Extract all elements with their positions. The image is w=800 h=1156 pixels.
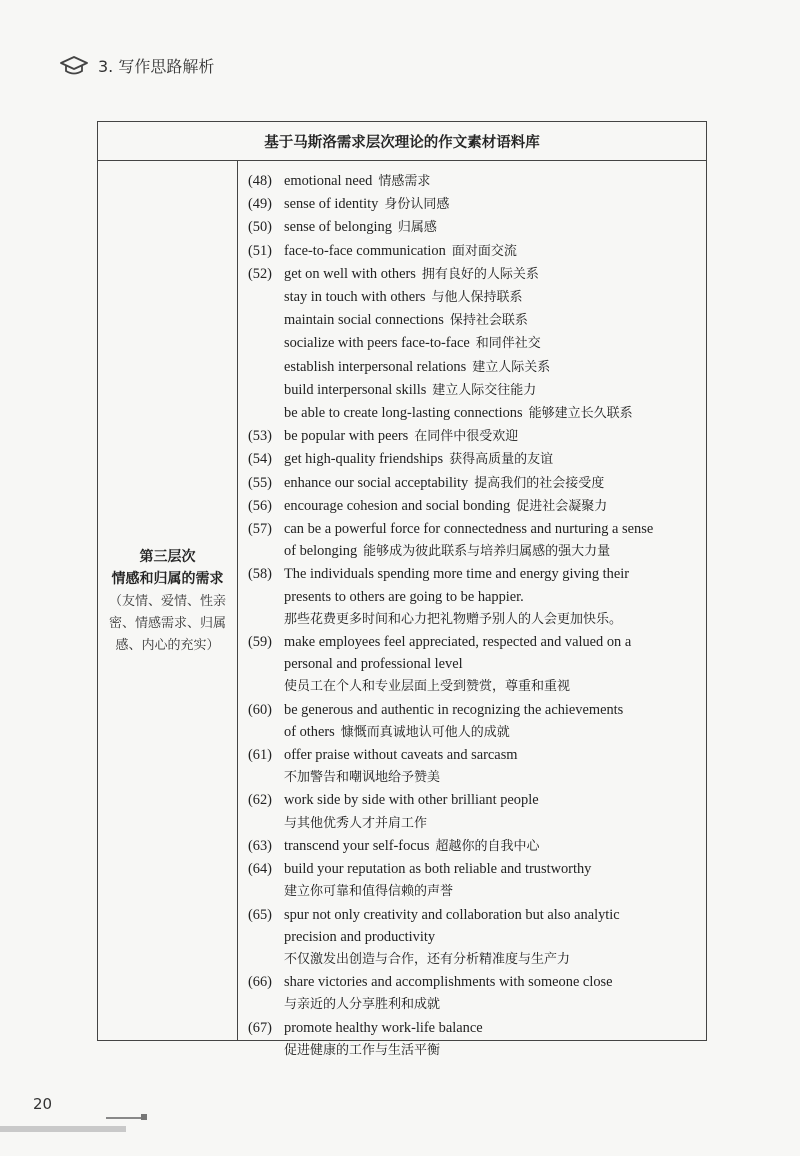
entry-lines — [284, 971, 703, 1016]
vocabulary-entry — [248, 971, 703, 1016]
english-phrase: work side by side with other brilliant people — [284, 792, 539, 809]
vocabulary-entry — [248, 518, 703, 563]
english-phrase: get on well with others — [284, 265, 416, 282]
entry-line — [284, 971, 703, 993]
vocabulary-entry — [248, 789, 703, 834]
english-phrase: encourage cohesion and social bonding — [284, 497, 511, 514]
vocabulary-entry — [248, 448, 703, 471]
vocabulary-entry — [248, 858, 703, 903]
english-phrase: get high-quality friendships — [284, 451, 444, 468]
english-phrase: share victories and accomplishments with someone close — [284, 974, 613, 991]
entry-line — [284, 744, 703, 766]
table-body-row — [98, 161, 706, 1058]
entry-line — [284, 286, 703, 309]
entry-line — [284, 518, 703, 540]
category-note: （友情、爱情、性亲密、情感需求、归属感、内心的充实） — [108, 593, 226, 652]
entry-number: (58) — [248, 566, 272, 583]
entry-lines — [284, 789, 703, 834]
entry-line — [284, 356, 703, 379]
entry-lines — [284, 193, 703, 216]
entry-number: (56) — [248, 497, 272, 514]
entry-lines — [284, 216, 703, 239]
footer-decoration-bar — [0, 1126, 126, 1132]
chinese-translation: 促进社会凝聚力 — [516, 498, 608, 514]
chinese-translation: 归属感 — [397, 220, 437, 236]
vocabulary-entry — [248, 699, 703, 744]
entry-lines — [284, 631, 703, 699]
english-phrase: can be a powerful force for connectedness and nurturing a sense — [284, 521, 654, 538]
entry-line — [284, 402, 703, 425]
category-cell — [98, 161, 238, 1041]
entry-line — [284, 472, 703, 495]
entry-number: (67) — [248, 1019, 272, 1036]
entry-lines — [284, 263, 703, 425]
entry-line — [284, 880, 703, 903]
entry-line — [284, 789, 703, 811]
entry-line — [284, 216, 703, 239]
entry-line — [284, 170, 703, 193]
entry-line — [284, 766, 703, 789]
entry-line — [284, 263, 703, 286]
english-phrase: personal and professional level — [284, 656, 463, 673]
entry-line — [284, 699, 703, 721]
vocabulary-entry — [248, 240, 703, 263]
entry-number: (66) — [248, 974, 272, 991]
entry-line — [284, 332, 703, 355]
entry-lines — [284, 1017, 703, 1062]
vocabulary-entry — [248, 472, 703, 495]
english-phrase: face-to-face communication — [284, 242, 446, 259]
english-phrase: maintain social connections — [284, 312, 444, 329]
english-phrase: enhance our social acceptability — [284, 474, 469, 491]
footer-decoration-line — [106, 1117, 144, 1119]
entry-number: (49) — [248, 196, 272, 213]
page-number: 20 — [33, 1095, 53, 1113]
english-phrase: precision and productivity — [284, 928, 436, 945]
graduation-cap-icon — [60, 55, 88, 77]
entry-number: (57) — [248, 521, 272, 538]
english-phrase: build interpersonal skills — [284, 381, 427, 398]
entry-lines — [284, 858, 703, 903]
entry-line — [284, 948, 703, 971]
entry-lines — [284, 563, 703, 631]
entry-line — [284, 425, 703, 448]
page-header — [60, 54, 214, 77]
entry-line — [284, 495, 703, 518]
english-phrase: promote healthy work-life balance — [284, 1019, 483, 1036]
entry-line — [284, 448, 703, 471]
category-name: 情感和归属的需求 — [111, 571, 224, 587]
english-phrase: socialize with peers face-to-face — [284, 335, 470, 352]
vocabulary-entry — [248, 744, 703, 789]
entry-number: (55) — [248, 474, 272, 491]
chinese-translation: 在同伴中很受欢迎 — [414, 429, 519, 445]
english-phrase: be able to create long-lasting connections — [284, 405, 523, 422]
chinese-translation: 保持社会联系 — [449, 313, 528, 329]
entry-number: (53) — [248, 428, 272, 445]
entry-lines — [284, 699, 703, 744]
table-title: 基于马斯洛需求层次理论的作文素材语料库 — [98, 122, 706, 161]
english-phrase: emotional need — [284, 173, 373, 189]
entry-number: (48) — [248, 173, 272, 189]
entry-lines — [284, 744, 703, 789]
entry-lines — [284, 518, 703, 563]
english-phrase: sense of identity — [284, 196, 379, 213]
english-phrase: build your reputation as both reliable and trustworthy — [284, 861, 592, 878]
english-phrase: sense of belonging — [284, 219, 392, 236]
entry-line — [284, 721, 703, 744]
english-phrase: stay in touch with others — [284, 289, 426, 306]
entry-number: (63) — [248, 837, 272, 854]
section-title: 3. 写作思路解析 — [98, 57, 215, 76]
english-phrase: make employees feel appreciated, respected and valued on a — [284, 634, 632, 651]
vocabulary-entry — [248, 170, 703, 193]
entry-number: (50) — [248, 219, 272, 236]
chinese-translation: 拥有良好的人际关系 — [421, 266, 539, 282]
vocabulary-entry — [248, 263, 703, 425]
entry-lines — [284, 472, 703, 495]
chinese-translation: 与其他优秀人才并肩工作 — [284, 815, 428, 831]
entry-line — [284, 379, 703, 402]
entry-line — [284, 858, 703, 880]
english-phrase: be popular with peers — [284, 428, 409, 445]
chinese-translation: 建立人际关系 — [472, 359, 551, 375]
english-phrase: transcend your self-focus — [284, 837, 430, 854]
chinese-translation: 建立人际交往能力 — [432, 382, 537, 398]
entry-line — [284, 926, 703, 948]
vocabulary-entry — [248, 216, 703, 239]
entry-line — [284, 653, 703, 675]
chinese-translation: 和同伴社交 — [475, 336, 541, 352]
chinese-translation: 能够成为彼此联系与培养归属感的强大力量 — [363, 544, 611, 560]
english-phrase: of belonging — [284, 543, 358, 560]
vocabulary-table — [97, 121, 707, 1058]
entry-number: (52) — [248, 265, 272, 282]
entry-lines — [284, 904, 703, 972]
chinese-translation: 建立你可靠和值得信赖的声誉 — [284, 884, 454, 900]
entry-lines — [284, 240, 703, 263]
chinese-translation: 与他人保持联系 — [431, 290, 523, 306]
chinese-translation: 使员工在个人和专业层面上受到赞赏，尊重和重视 — [284, 679, 571, 695]
entry-lines — [284, 835, 703, 858]
vocabulary-entry — [248, 495, 703, 518]
chinese-translation: 能够建立长久联系 — [528, 406, 633, 422]
chinese-translation: 面对面交流 — [451, 243, 517, 259]
english-phrase: The individuals spending more time and energy giving their — [284, 566, 630, 583]
entry-line — [284, 608, 703, 631]
chinese-translation: 慷慨而真诚地认可他人的成就 — [340, 724, 510, 740]
chinese-translation: 获得高质量的友谊 — [449, 452, 554, 468]
entry-lines — [284, 425, 703, 448]
chinese-translation: 与亲近的人分享胜利和成就 — [284, 997, 441, 1013]
english-phrase: be generous and authentic in recognizing the achievements — [284, 701, 624, 718]
footer-decoration-dot — [141, 1114, 147, 1120]
vocabulary-entry — [248, 1017, 703, 1062]
entries-cell — [248, 170, 703, 1062]
entry-line — [284, 586, 703, 608]
vocabulary-entry — [248, 193, 703, 216]
vocabulary-entry — [248, 563, 703, 631]
entry-number: (65) — [248, 906, 272, 923]
english-phrase: of others — [284, 723, 335, 740]
entry-number: (61) — [248, 747, 272, 764]
chinese-translation: 提高我们的社会接受度 — [474, 475, 605, 491]
entry-line — [284, 309, 703, 332]
entry-line — [284, 540, 703, 563]
entry-number: (59) — [248, 634, 272, 651]
english-phrase: spur not only creativity and collaboration but also analytic — [284, 906, 620, 923]
entry-line — [284, 835, 703, 858]
entry-lines — [284, 495, 703, 518]
vocabulary-entry — [248, 631, 703, 699]
english-phrase: offer praise without caveats and sarcasm — [284, 747, 518, 764]
entry-line — [284, 563, 703, 585]
chinese-translation: 那些花费更多时间和心力把礼物赠予别人的人会更加快乐。 — [284, 611, 623, 627]
entry-line — [284, 631, 703, 653]
vocabulary-entry — [248, 904, 703, 972]
entry-line — [284, 1017, 703, 1039]
chinese-translation: 超越你的自我中心 — [435, 838, 540, 854]
category-level: 第三层次 — [139, 549, 196, 565]
vocabulary-entry — [248, 425, 703, 448]
entry-number: (60) — [248, 701, 272, 718]
entry-number: (51) — [248, 242, 272, 259]
chinese-translation: 情感需求 — [378, 174, 431, 189]
english-phrase: presents to others are going to be happier. — [284, 588, 524, 605]
entry-number: (62) — [248, 792, 272, 809]
entry-line — [284, 1039, 703, 1062]
entry-number: (64) — [248, 861, 272, 878]
chinese-translation: 促进健康的工作与生活平衡 — [284, 1042, 441, 1058]
entry-line — [284, 904, 703, 926]
entry-line — [284, 675, 703, 698]
english-phrase: establish interpersonal relations — [284, 358, 467, 375]
chinese-translation: 不仅激发出创造与合作，还有分析精准度与生产力 — [284, 951, 571, 967]
entry-lines — [284, 448, 703, 471]
entry-lines — [284, 170, 703, 193]
chinese-translation: 不加警告和嘲讽地给予赞美 — [284, 770, 441, 786]
entry-line — [284, 240, 703, 263]
chinese-translation: 身份认同感 — [384, 197, 450, 213]
entry-line — [284, 812, 703, 835]
entry-line — [284, 993, 703, 1016]
vocabulary-entry — [248, 835, 703, 858]
entry-number: (54) — [248, 451, 272, 468]
entry-line — [284, 193, 703, 216]
